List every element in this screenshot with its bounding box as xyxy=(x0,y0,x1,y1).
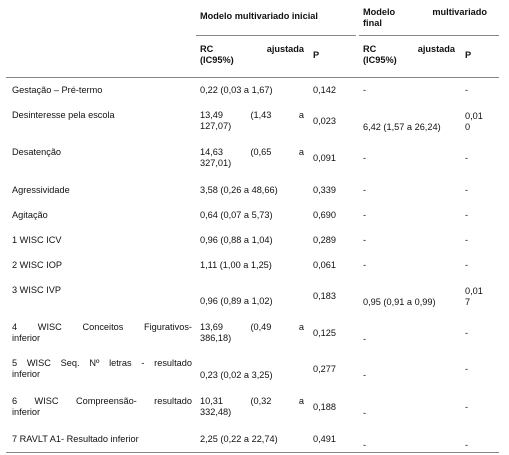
rc-final: - xyxy=(363,260,367,270)
rc-initial: 2,25 (0,22 a 22,74) xyxy=(200,434,278,444)
row-label: 6 WISC Compreensão- resultado inferior xyxy=(12,396,192,417)
p-initial: 0,125 xyxy=(313,328,336,338)
p-initial: 0,289 xyxy=(313,235,336,245)
rc-final: - xyxy=(363,370,367,380)
row-label: Desinteresse pela escola xyxy=(12,110,115,120)
row-label: 4 WISC Conceitos Figurativos- inferior xyxy=(12,322,192,343)
p-initial: 0,491 xyxy=(313,434,336,444)
p-final: 0,01 0 xyxy=(465,111,483,132)
rc-final: - xyxy=(363,334,367,344)
row-label: Gestação – Pré-termo xyxy=(12,85,103,95)
rc-initial: 1,11 (1,00 a 1,25) xyxy=(200,260,272,270)
p-initial: 0,188 xyxy=(313,402,336,412)
row-label: Desatenção xyxy=(12,147,62,157)
p-final: 0,01 7 xyxy=(465,286,483,307)
row-label: Agitação xyxy=(12,210,48,220)
rc-final: - xyxy=(363,235,367,245)
p-final: - xyxy=(465,185,469,195)
rc-initial: 13,69 (0,49 a 386,18) xyxy=(200,322,304,343)
p-initial: 0,091 xyxy=(313,153,336,163)
p-final: - xyxy=(465,85,469,95)
bottom-rule xyxy=(6,452,499,453)
rc-final: - xyxy=(363,153,367,163)
p-initial: 0,339 xyxy=(313,185,336,195)
rc-initial: 0,23 (0,02 a 3,25) xyxy=(200,370,273,380)
rc-initial: 0,64 (0,07 a 5,73) xyxy=(200,210,273,220)
row-label: 1 WISC ICV xyxy=(12,235,62,245)
group-header-initial: Modelo multivariado inicial xyxy=(200,11,318,21)
p-final: - xyxy=(465,235,469,245)
rc-initial: 0,22 (0,03 a 1,67) xyxy=(200,85,273,95)
row-label: 3 WISC IVP xyxy=(12,285,62,295)
row-label: 7 RAVLT A1- Resultado inferior xyxy=(12,434,139,444)
rc-final: 6,42 (1,57 a 26,24) xyxy=(363,122,441,132)
p-final: - xyxy=(465,210,469,220)
p-final: - xyxy=(465,328,469,338)
p-initial: 0,690 xyxy=(313,210,336,220)
rc-final: - xyxy=(363,185,367,195)
p-final: - xyxy=(465,440,469,450)
group-underline-final xyxy=(359,35,499,36)
p-initial: 0,023 xyxy=(313,116,336,126)
p-final: - xyxy=(465,364,469,374)
rc-initial: 13,49 (1,43 a 127,07) xyxy=(200,110,304,131)
rc-initial: 3,58 (0,26 a 48,66) xyxy=(200,185,278,195)
subheader-rc-initial: RC ajustada (IC95%) xyxy=(200,44,304,65)
p-final: - xyxy=(465,402,469,412)
row-label: 5 WISC Seq. Nº letras - resultado inferior xyxy=(12,358,192,379)
rc-final: - xyxy=(363,440,367,450)
rc-final: - xyxy=(363,85,367,95)
p-initial: 0,277 xyxy=(313,364,336,374)
rc-initial: 0,96 (0,88 a 1,04) xyxy=(200,235,273,245)
p-final: - xyxy=(465,260,469,270)
row-label: 2 WISC IOP xyxy=(12,260,63,270)
subheader-rc-final: RC ajustada (IC95%) xyxy=(363,44,455,65)
header-rule xyxy=(6,77,499,78)
subheader-p-final: P xyxy=(465,50,472,60)
group-header-final: Modelo multivariado final xyxy=(363,7,487,28)
rc-initial: 10,31 (0,32 a 332,48) xyxy=(200,396,304,417)
p-initial: 0,061 xyxy=(313,260,336,270)
rc-final: 0,95 (0,91 a 0,99) xyxy=(363,297,436,307)
rc-initial: 14,63 (0,65 a 327,01) xyxy=(200,147,304,168)
p-initial: 0,142 xyxy=(313,85,336,95)
rc-initial: 0,96 (0,89 a 1,02) xyxy=(200,296,273,306)
p-final: - xyxy=(465,153,469,163)
p-initial: 0,183 xyxy=(313,291,336,301)
row-label: Agressividade xyxy=(12,185,70,195)
rc-final: - xyxy=(363,408,367,418)
subheader-p-initial: P xyxy=(313,50,320,60)
rc-final: - xyxy=(363,210,367,220)
group-underline-initial xyxy=(196,35,356,36)
